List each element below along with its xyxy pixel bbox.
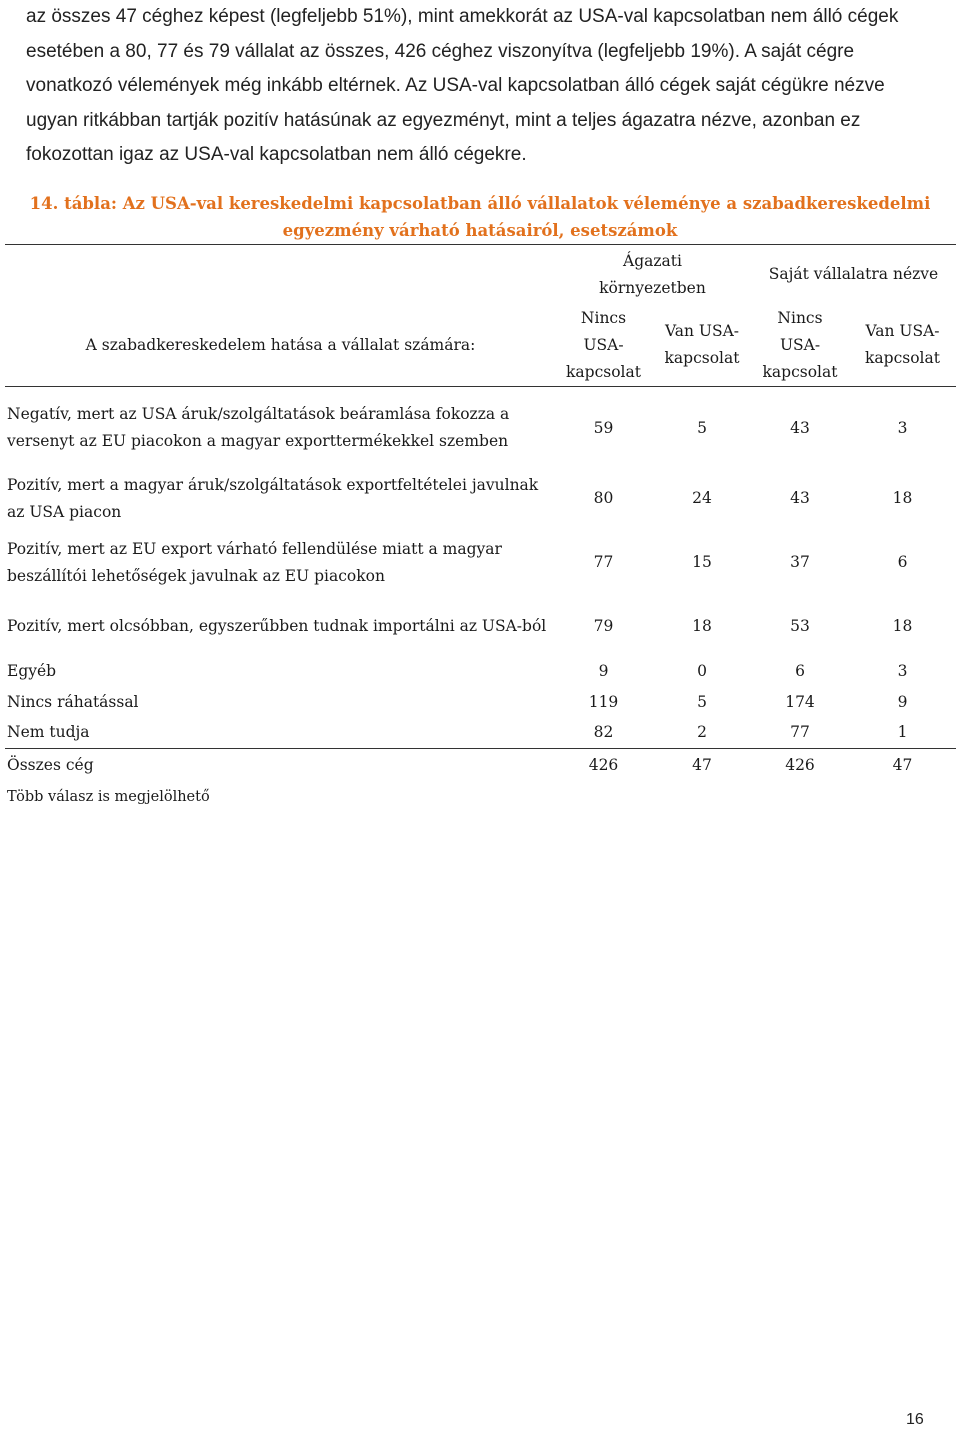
cell-value: 0 bbox=[697, 661, 707, 680]
row-label: Pozitív, mert olcsóbban, egyszerűbben tudnak importálni az USA-ból bbox=[7, 617, 547, 635]
cell-value: 80 bbox=[593, 489, 614, 507]
cell-value: 6 bbox=[897, 553, 908, 571]
row-label: Negatív, mert az USA áruk/szolgáltatások beáramlása fokozza a versenyt az EU piacokon a magyar exporttermékekkel szemben bbox=[7, 405, 510, 451]
row-header-label: A szabadkereskedelem hatása a vállalat számára: bbox=[5, 305, 554, 387]
cell-value: 24 bbox=[692, 489, 712, 507]
row-label: Nem tudja bbox=[5, 718, 554, 749]
cell-value: 174 bbox=[785, 692, 815, 711]
row-label: Pozitív, mert a magyar áruk/szolgáltatások exportfeltételei javulnak az USA piacon bbox=[7, 475, 539, 521]
table-total-row bbox=[5, 749, 956, 783]
data-table bbox=[5, 244, 956, 813]
cell-value: 77 bbox=[593, 553, 614, 571]
total-label: Összes cég bbox=[7, 756, 94, 775]
cell-value: 9 bbox=[897, 692, 908, 711]
cell-value: 2 bbox=[653, 718, 751, 749]
cell-value: 43 bbox=[790, 418, 810, 437]
column-header-sector-usa: Van USA-kapcsolat bbox=[653, 305, 751, 387]
header-blank bbox=[5, 245, 554, 305]
cell-value: 5 bbox=[697, 418, 707, 437]
cell-value: 18 bbox=[892, 489, 913, 507]
cell-value: 53 bbox=[790, 617, 810, 635]
cell-value: 77 bbox=[751, 718, 849, 749]
table-row bbox=[5, 387, 956, 470]
cell-value: 15 bbox=[692, 553, 712, 571]
cell-value: 79 bbox=[593, 617, 614, 635]
page-number: 16 bbox=[906, 1411, 924, 1428]
total-value: 47 bbox=[692, 756, 712, 775]
table-row bbox=[5, 528, 956, 598]
total-value: 426 bbox=[588, 756, 619, 775]
total-value: 426 bbox=[785, 756, 815, 775]
cell-value: 119 bbox=[588, 692, 619, 711]
column-header-sector-no-usa: Nincs USA-kapcsolat bbox=[554, 305, 653, 387]
cell-value: 43 bbox=[790, 489, 810, 507]
total-value: 47 bbox=[892, 756, 913, 775]
cell-value: 59 bbox=[593, 418, 614, 437]
row-label: Pozitív, mert az EU export várható fellendülése miatt a magyar beszállítói lehetőségek javulnak az EU piacokon bbox=[7, 539, 502, 585]
group-header-sector bbox=[554, 245, 751, 305]
cell-value: 5 bbox=[697, 692, 707, 711]
cell-value: 3 bbox=[897, 661, 908, 680]
cell-value: 18 bbox=[692, 617, 712, 635]
cell-value: 3 bbox=[897, 418, 908, 437]
cell-value: 37 bbox=[790, 553, 810, 571]
table-note: Több válasz is megjelölhető bbox=[7, 789, 210, 805]
cell-value: 82 bbox=[554, 718, 653, 749]
table-caption: 14. tábla: Az USA-val kereskedelmi kapcsolatban álló vállalatok véleménye a szabadkereskedelmi egyezmény várható hatásairól, esetszámok bbox=[29, 194, 931, 240]
cell-value: 18 bbox=[892, 617, 913, 635]
group-header-own-company: Saját vállalatra nézve bbox=[751, 245, 956, 305]
table-row bbox=[5, 718, 956, 749]
body-paragraph: az összes 47 céghez képest (legfeljebb 51%), mint amekkorát az USA-val kapcsolatban nem álló cégek esetében a 80, 77 és 79 vállalat az összes, 426 céghez viszonyítva (legfeljebb 19%). A saját cégre vonatkozó vélemények még inkább eltérnek. Az USA-val kapcsolatban álló cégek saját cégükre nézve ugyan ritkábban tartják pozitív hatásúnak az egyezményt, mint a teljes ágazatra nézve, azonban ez fokozottan igaz az USA-val kapcsolatban nem álló cégekre. bbox=[26, 6, 899, 165]
group-header-sector-label: Ágazati környezetben bbox=[599, 251, 706, 297]
table-row bbox=[5, 656, 956, 687]
table-row bbox=[5, 687, 956, 718]
column-header-own-usa: Van USA-kapcsolat bbox=[849, 305, 956, 387]
cell-value: 1 bbox=[849, 718, 956, 749]
cell-value: 9 bbox=[598, 661, 609, 680]
column-header-own-no-usa: Nincs USA-kapcsolat bbox=[751, 305, 849, 387]
row-label: Egyéb bbox=[7, 661, 57, 680]
cell-value: 6 bbox=[795, 661, 805, 680]
table-row bbox=[5, 470, 956, 528]
row-label: Nincs ráhatással bbox=[7, 692, 139, 711]
table-row bbox=[5, 598, 956, 656]
